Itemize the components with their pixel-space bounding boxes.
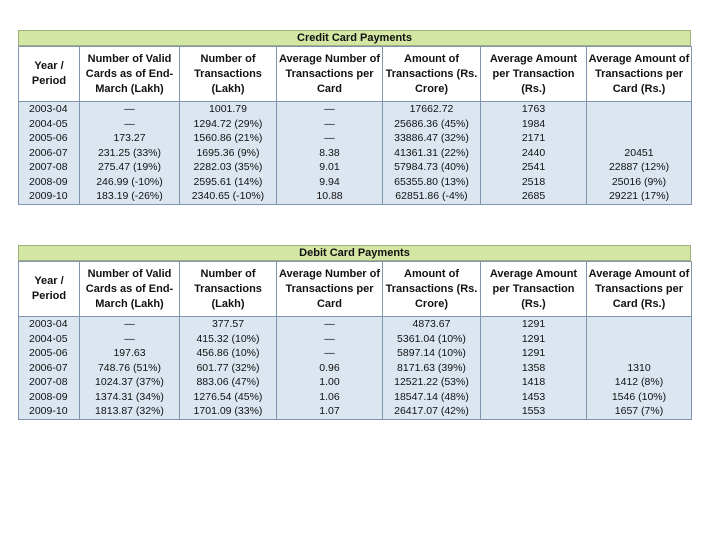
table-cell: 1024.37 (37%) [80, 375, 180, 390]
year-cell: 2004-05 [19, 117, 80, 132]
table-cell: 377.57 [180, 317, 277, 332]
year-cell: 2004-05 [19, 332, 80, 347]
table-cell: 1412 (8%) [587, 375, 692, 390]
table-row [19, 175, 692, 190]
table-row [19, 117, 692, 132]
table-cell: — [277, 131, 383, 146]
credit-card-payments-section [18, 30, 691, 205]
column-header: Average Amount of Transactions per Card (Rs.) [587, 262, 692, 317]
table-cell: 1276.54 (45%) [180, 390, 277, 405]
table-cell: 2541 [481, 160, 587, 175]
table-cell: 1291 [481, 346, 587, 361]
debit-card-payments-section [18, 245, 691, 420]
table-cell: 4873.67 [383, 317, 481, 332]
table-cell: 883.06 (47%) [180, 375, 277, 390]
table-cell: 20451 [587, 146, 692, 161]
table-cell: 246.99 (-10%) [80, 175, 180, 190]
table-cell: 9.01 [277, 160, 383, 175]
table-cell: — [80, 117, 180, 132]
table-cell: 12521.22 (53%) [383, 375, 481, 390]
year-cell: 2007-08 [19, 375, 80, 390]
table-cell: 601.77 (32%) [180, 361, 277, 376]
year-cell: 2006-07 [19, 361, 80, 376]
table-cell: — [80, 102, 180, 117]
table-cell: 5897.14 (10%) [383, 346, 481, 361]
column-header: Average Amount per Transaction (Rs.) [481, 262, 587, 317]
table-cell: 5361.04 (10%) [383, 332, 481, 347]
year-cell: 2008-09 [19, 390, 80, 405]
table-cell: 1294.72 (29%) [180, 117, 277, 132]
table-cell: 1.06 [277, 390, 383, 405]
table-cell: 1984 [481, 117, 587, 132]
table-cell: 25686.36 (45%) [383, 117, 481, 132]
column-header: Average Number of Transactions per Card [277, 262, 383, 317]
column-header: Number of Transactions (Lakh) [180, 47, 277, 102]
column-header: Year / Period [19, 262, 80, 317]
table-cell: 1813.87 (32%) [80, 404, 180, 419]
table-cell: 2518 [481, 175, 587, 190]
table-cell: 1453 [481, 390, 587, 405]
table-cell: 8.38 [277, 146, 383, 161]
table-cell: — [277, 117, 383, 132]
table-cell: 1418 [481, 375, 587, 390]
table-cell: — [80, 332, 180, 347]
table-cell: 415.32 (10%) [180, 332, 277, 347]
table-row [19, 361, 692, 376]
table-cell: 1553 [481, 404, 587, 419]
table-cell: 33886.47 (32%) [383, 131, 481, 146]
table-cell: 22887 (12%) [587, 160, 692, 175]
table-cell: 1310 [587, 361, 692, 376]
table-cell [587, 317, 692, 332]
table-row [19, 102, 692, 117]
table-cell: 1701.09 (33%) [180, 404, 277, 419]
table-row [19, 332, 692, 347]
table-cell: 2440 [481, 146, 587, 161]
table-cell: 1.07 [277, 404, 383, 419]
table-cell: 1291 [481, 317, 587, 332]
table-cell: 173.27 [80, 131, 180, 146]
table-cell: 2340.65 (-10%) [180, 189, 277, 204]
table-cell: 1657 (7%) [587, 404, 692, 419]
table-cell [587, 131, 692, 146]
column-header: Year / Period [19, 47, 80, 102]
table-cell: — [80, 317, 180, 332]
table-cell: 748.76 (51%) [80, 361, 180, 376]
table-cell: 25016 (9%) [587, 175, 692, 190]
year-cell: 2008-09 [19, 175, 80, 190]
credit-card-table [18, 46, 692, 205]
year-cell: 2005-06 [19, 131, 80, 146]
table-cell: 10.88 [277, 189, 383, 204]
column-header: Average Amount per Transaction (Rs.) [481, 47, 587, 102]
table-cell: — [277, 332, 383, 347]
table-cell [587, 346, 692, 361]
table-cell [587, 102, 692, 117]
year-cell: 2005-06 [19, 346, 80, 361]
table-row [19, 317, 692, 332]
table-cell: 1291 [481, 332, 587, 347]
table-cell: 26417.07 (42%) [383, 404, 481, 419]
table-cell: 0.96 [277, 361, 383, 376]
column-header: Amount of Transactions (Rs. Crore) [383, 47, 481, 102]
table-cell: — [277, 102, 383, 117]
table-cell: 1358 [481, 361, 587, 376]
table-row [19, 189, 692, 204]
table-cell: 1.00 [277, 375, 383, 390]
table-cell: 29221 (17%) [587, 189, 692, 204]
table-row [19, 375, 692, 390]
year-cell: 2009-10 [19, 189, 80, 204]
column-header: Average Number of Transactions per Card [277, 47, 383, 102]
column-header: Average Amount of Transactions per Card (Rs.) [587, 47, 692, 102]
table-cell: 231.25 (33%) [80, 146, 180, 161]
table-cell: 1695.36 (9%) [180, 146, 277, 161]
debit-card-title: Debit Card Payments [18, 245, 691, 261]
table-cell: 41361.31 (22%) [383, 146, 481, 161]
table-cell: 8171.63 (39%) [383, 361, 481, 376]
table-cell: 1546 (10%) [587, 390, 692, 405]
table-cell: 57984.73 (40%) [383, 160, 481, 175]
table-cell: 17662.72 [383, 102, 481, 117]
table-cell: 1374.31 (34%) [80, 390, 180, 405]
table-row [19, 404, 692, 419]
year-cell: 2003-04 [19, 317, 80, 332]
column-header: Number of Valid Cards as of End-March (Lakh) [80, 47, 180, 102]
table-row [19, 146, 692, 161]
table-cell: 18547.14 (48%) [383, 390, 481, 405]
year-cell: 2006-07 [19, 146, 80, 161]
credit-card-title: Credit Card Payments [18, 30, 691, 46]
table-cell: 2171 [481, 131, 587, 146]
table-cell: 1763 [481, 102, 587, 117]
table-cell: 456.86 (10%) [180, 346, 277, 361]
table-cell: 2595.61 (14%) [180, 175, 277, 190]
table-cell: 2685 [481, 189, 587, 204]
column-header: Number of Transactions (Lakh) [180, 262, 277, 317]
credit-header-row [19, 47, 692, 102]
table-cell: — [277, 346, 383, 361]
debit-card-table [18, 261, 692, 420]
table-cell: 183.19 (-26%) [80, 189, 180, 204]
table-cell: 197.63 [80, 346, 180, 361]
table-cell: 2282.03 (35%) [180, 160, 277, 175]
year-cell: 2007-08 [19, 160, 80, 175]
table-cell: 1560.86 (21%) [180, 131, 277, 146]
table-cell: 65355.80 (13%) [383, 175, 481, 190]
year-cell: 2009-10 [19, 404, 80, 419]
table-cell: 275.47 (19%) [80, 160, 180, 175]
table-cell: 62851.86 (-4%) [383, 189, 481, 204]
column-header: Number of Valid Cards as of End-March (Lakh) [80, 262, 180, 317]
debit-table-body [19, 317, 692, 420]
table-cell: — [277, 317, 383, 332]
table-cell [587, 332, 692, 347]
table-row [19, 390, 692, 405]
table-cell [587, 117, 692, 132]
column-header: Amount of Transactions (Rs. Crore) [383, 262, 481, 317]
table-cell: 1001.79 [180, 102, 277, 117]
year-cell: 2003-04 [19, 102, 80, 117]
table-row [19, 346, 692, 361]
table-row [19, 160, 692, 175]
credit-table-body [19, 102, 692, 205]
table-row [19, 131, 692, 146]
table-cell: 9.94 [277, 175, 383, 190]
debit-header-row [19, 262, 692, 317]
